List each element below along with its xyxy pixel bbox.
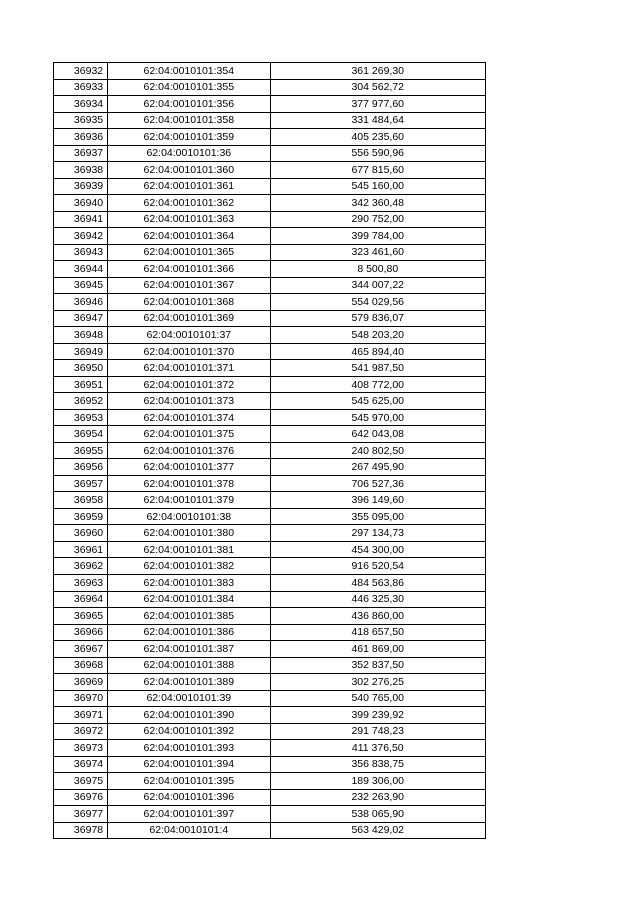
- cadastral-number-cell: 62:04:0010101:356: [108, 96, 270, 113]
- row-number-cell: 36946: [54, 294, 108, 311]
- cadastral-value-cell: 290 752,00: [270, 211, 486, 228]
- table-row: [54, 261, 486, 278]
- row-number-cell: 36950: [54, 360, 108, 377]
- cadastral-value-sheet: [53, 62, 486, 839]
- table-row: [54, 376, 486, 393]
- cadastral-value-cell: 538 065,90: [270, 806, 486, 823]
- cadastral-number-cell: 62:04:0010101:358: [108, 112, 270, 129]
- row-number-cell: 36961: [54, 541, 108, 558]
- row-number-cell: 36966: [54, 624, 108, 641]
- row-number-cell: 36940: [54, 195, 108, 212]
- table-row: [54, 442, 486, 459]
- table-row: [54, 79, 486, 96]
- cadastral-number-cell: 62:04:0010101:373: [108, 393, 270, 410]
- row-number-cell: 36936: [54, 129, 108, 146]
- row-number-cell: 36955: [54, 442, 108, 459]
- table-row: [54, 674, 486, 691]
- table-row: [54, 574, 486, 591]
- cadastral-number-cell: 62:04:0010101:365: [108, 244, 270, 261]
- cadastral-number-cell: 62:04:0010101:359: [108, 129, 270, 146]
- cadastral-value-table: [53, 62, 486, 839]
- cadastral-number-cell: 62:04:0010101:363: [108, 211, 270, 228]
- cadastral-value-cell: 189 306,00: [270, 773, 486, 790]
- cadastral-value-cell: 355 095,00: [270, 508, 486, 525]
- cadastral-value-cell: 232 263,90: [270, 789, 486, 806]
- row-number-cell: 36978: [54, 822, 108, 839]
- row-number-cell: 36939: [54, 178, 108, 195]
- table-row: [54, 393, 486, 410]
- cadastral-number-cell: 62:04:0010101:372: [108, 376, 270, 393]
- table-row: [54, 508, 486, 525]
- row-number-cell: 36933: [54, 79, 108, 96]
- cadastral-value-cell: 556 590,96: [270, 145, 486, 162]
- table-row: [54, 641, 486, 658]
- row-number-cell: 36952: [54, 393, 108, 410]
- table-row: [54, 558, 486, 575]
- cadastral-value-cell: 706 527,36: [270, 475, 486, 492]
- table-row: [54, 525, 486, 542]
- row-number-cell: 36973: [54, 740, 108, 757]
- cadastral-number-cell: 62:04:0010101:376: [108, 442, 270, 459]
- cadastral-value-cell: 361 269,30: [270, 63, 486, 80]
- row-number-cell: 36969: [54, 674, 108, 691]
- table-row: [54, 707, 486, 724]
- cadastral-value-cell: 541 987,50: [270, 360, 486, 377]
- row-number-cell: 36972: [54, 723, 108, 740]
- cadastral-value-cell: 563 429,02: [270, 822, 486, 839]
- cadastral-number-cell: 62:04:0010101:382: [108, 558, 270, 575]
- cadastral-value-cell: 642 043,08: [270, 426, 486, 443]
- cadastral-value-cell: 484 563,86: [270, 574, 486, 591]
- table-row: [54, 624, 486, 641]
- cadastral-value-cell: 331 484,64: [270, 112, 486, 129]
- row-number-cell: 36958: [54, 492, 108, 509]
- row-number-cell: 36942: [54, 228, 108, 245]
- table-row: [54, 426, 486, 443]
- cadastral-value-cell: 323 461,60: [270, 244, 486, 261]
- table-row: [54, 475, 486, 492]
- cadastral-value-cell: 408 772,00: [270, 376, 486, 393]
- cadastral-value-cell: 356 838,75: [270, 756, 486, 773]
- cadastral-value-cell: 411 376,50: [270, 740, 486, 757]
- table-row: [54, 145, 486, 162]
- cadastral-value-cell: 545 160,00: [270, 178, 486, 195]
- cadastral-value-cell: 302 276,25: [270, 674, 486, 691]
- cadastral-number-cell: 62:04:0010101:361: [108, 178, 270, 195]
- row-number-cell: 36964: [54, 591, 108, 608]
- row-number-cell: 36935: [54, 112, 108, 129]
- cadastral-value-cell: 240 802,50: [270, 442, 486, 459]
- table-row: [54, 178, 486, 195]
- row-number-cell: 36941: [54, 211, 108, 228]
- cadastral-number-cell: 62:04:0010101:393: [108, 740, 270, 757]
- cadastral-value-cell: 396 149,60: [270, 492, 486, 509]
- table-row: [54, 244, 486, 261]
- cadastral-value-cell: 399 239,92: [270, 707, 486, 724]
- cadastral-value-cell: 399 784,00: [270, 228, 486, 245]
- cadastral-value-cell: 545 970,00: [270, 409, 486, 426]
- row-number-cell: 36959: [54, 508, 108, 525]
- row-number-cell: 36970: [54, 690, 108, 707]
- cadastral-number-cell: 62:04:0010101:364: [108, 228, 270, 245]
- cadastral-value-cell: 297 134,73: [270, 525, 486, 542]
- table-row: [54, 195, 486, 212]
- table-row: [54, 541, 486, 558]
- cadastral-number-cell: 62:04:0010101:388: [108, 657, 270, 674]
- table-row: [54, 96, 486, 113]
- cadastral-number-cell: 62:04:0010101:377: [108, 459, 270, 476]
- table-row: [54, 591, 486, 608]
- cadastral-number-cell: 62:04:0010101:4: [108, 822, 270, 839]
- cadastral-number-cell: 62:04:0010101:385: [108, 608, 270, 625]
- cadastral-number-cell: 62:04:0010101:390: [108, 707, 270, 724]
- table-row: [54, 789, 486, 806]
- row-number-cell: 36967: [54, 641, 108, 658]
- cadastral-number-cell: 62:04:0010101:370: [108, 343, 270, 360]
- row-number-cell: 36949: [54, 343, 108, 360]
- cadastral-value-cell: 465 894,40: [270, 343, 486, 360]
- cadastral-number-cell: 62:04:0010101:380: [108, 525, 270, 542]
- cadastral-number-cell: 62:04:0010101:366: [108, 261, 270, 278]
- row-number-cell: 36956: [54, 459, 108, 476]
- cadastral-number-cell: 62:04:0010101:394: [108, 756, 270, 773]
- cadastral-number-cell: 62:04:0010101:375: [108, 426, 270, 443]
- table-row: [54, 723, 486, 740]
- cadastral-value-cell: 461 869,00: [270, 641, 486, 658]
- cadastral-number-cell: 62:04:0010101:354: [108, 63, 270, 80]
- cadastral-value-cell: 344 007,22: [270, 277, 486, 294]
- cadastral-number-cell: 62:04:0010101:37: [108, 327, 270, 344]
- row-number-cell: 36947: [54, 310, 108, 327]
- cadastral-value-cell: 352 837,50: [270, 657, 486, 674]
- cadastral-value-cell: 267 495,90: [270, 459, 486, 476]
- cadastral-value-cell: 545 625,00: [270, 393, 486, 410]
- cadastral-value-cell: 405 235,60: [270, 129, 486, 146]
- table-row: [54, 756, 486, 773]
- table-row: [54, 277, 486, 294]
- cadastral-number-cell: 62:04:0010101:379: [108, 492, 270, 509]
- cadastral-number-cell: 62:04:0010101:367: [108, 277, 270, 294]
- row-number-cell: 36963: [54, 574, 108, 591]
- cadastral-number-cell: 62:04:0010101:387: [108, 641, 270, 658]
- table-row: [54, 360, 486, 377]
- table-row: [54, 740, 486, 757]
- cadastral-value-cell: 554 029,56: [270, 294, 486, 311]
- table-row: [54, 806, 486, 823]
- row-number-cell: 36944: [54, 261, 108, 278]
- cadastral-number-cell: 62:04:0010101:38: [108, 508, 270, 525]
- table-row: [54, 327, 486, 344]
- cadastral-number-cell: 62:04:0010101:360: [108, 162, 270, 179]
- table-row: [54, 63, 486, 80]
- table-row: [54, 228, 486, 245]
- table-row: [54, 690, 486, 707]
- row-number-cell: 36934: [54, 96, 108, 113]
- cadastral-value-cell: 916 520,54: [270, 558, 486, 575]
- row-number-cell: 36943: [54, 244, 108, 261]
- cadastral-number-cell: 62:04:0010101:389: [108, 674, 270, 691]
- table-row: [54, 773, 486, 790]
- row-number-cell: 36945: [54, 277, 108, 294]
- cadastral-number-cell: 62:04:0010101:396: [108, 789, 270, 806]
- row-number-cell: 36976: [54, 789, 108, 806]
- cadastral-number-cell: 62:04:0010101:395: [108, 773, 270, 790]
- cadastral-value-cell: 540 765,00: [270, 690, 486, 707]
- cadastral-number-cell: 62:04:0010101:378: [108, 475, 270, 492]
- table-body: [54, 63, 486, 839]
- table-row: [54, 492, 486, 509]
- cadastral-value-cell: 377 977,60: [270, 96, 486, 113]
- cadastral-value-cell: 446 325,30: [270, 591, 486, 608]
- table-row: [54, 129, 486, 146]
- row-number-cell: 36951: [54, 376, 108, 393]
- row-number-cell: 36965: [54, 608, 108, 625]
- cadastral-value-cell: 436 860,00: [270, 608, 486, 625]
- row-number-cell: 36962: [54, 558, 108, 575]
- table-row: [54, 657, 486, 674]
- cadastral-number-cell: 62:04:0010101:374: [108, 409, 270, 426]
- cadastral-number-cell: 62:04:0010101:355: [108, 79, 270, 96]
- row-number-cell: 36974: [54, 756, 108, 773]
- row-number-cell: 36975: [54, 773, 108, 790]
- cadastral-number-cell: 62:04:0010101:381: [108, 541, 270, 558]
- cadastral-number-cell: 62:04:0010101:36: [108, 145, 270, 162]
- table-row: [54, 343, 486, 360]
- cadastral-value-cell: 579 836,07: [270, 310, 486, 327]
- row-number-cell: 36948: [54, 327, 108, 344]
- cadastral-value-cell: 304 562,72: [270, 79, 486, 96]
- cadastral-number-cell: 62:04:0010101:362: [108, 195, 270, 212]
- table-row: [54, 294, 486, 311]
- cadastral-number-cell: 62:04:0010101:369: [108, 310, 270, 327]
- row-number-cell: 36957: [54, 475, 108, 492]
- table-row: [54, 112, 486, 129]
- cadastral-value-cell: 454 300,00: [270, 541, 486, 558]
- cadastral-number-cell: 62:04:0010101:39: [108, 690, 270, 707]
- cadastral-number-cell: 62:04:0010101:368: [108, 294, 270, 311]
- cadastral-value-cell: 291 748,23: [270, 723, 486, 740]
- cadastral-value-cell: 677 815,60: [270, 162, 486, 179]
- cadastral-value-cell: 8 500,80: [270, 261, 486, 278]
- table-row: [54, 409, 486, 426]
- table-row: [54, 459, 486, 476]
- row-number-cell: 36953: [54, 409, 108, 426]
- row-number-cell: 36932: [54, 63, 108, 80]
- table-row: [54, 608, 486, 625]
- table-row: [54, 162, 486, 179]
- cadastral-number-cell: 62:04:0010101:386: [108, 624, 270, 641]
- row-number-cell: 36938: [54, 162, 108, 179]
- row-number-cell: 36954: [54, 426, 108, 443]
- cadastral-value-cell: 548 203,20: [270, 327, 486, 344]
- cadastral-number-cell: 62:04:0010101:371: [108, 360, 270, 377]
- row-number-cell: 36937: [54, 145, 108, 162]
- cadastral-number-cell: 62:04:0010101:384: [108, 591, 270, 608]
- row-number-cell: 36971: [54, 707, 108, 724]
- cadastral-number-cell: 62:04:0010101:383: [108, 574, 270, 591]
- cadastral-value-cell: 342 360,48: [270, 195, 486, 212]
- cadastral-value-cell: 418 657,50: [270, 624, 486, 641]
- cadastral-number-cell: 62:04:0010101:392: [108, 723, 270, 740]
- table-row: [54, 211, 486, 228]
- cadastral-number-cell: 62:04:0010101:397: [108, 806, 270, 823]
- row-number-cell: 36977: [54, 806, 108, 823]
- row-number-cell: 36960: [54, 525, 108, 542]
- row-number-cell: 36968: [54, 657, 108, 674]
- table-row: [54, 822, 486, 839]
- table-row: [54, 310, 486, 327]
